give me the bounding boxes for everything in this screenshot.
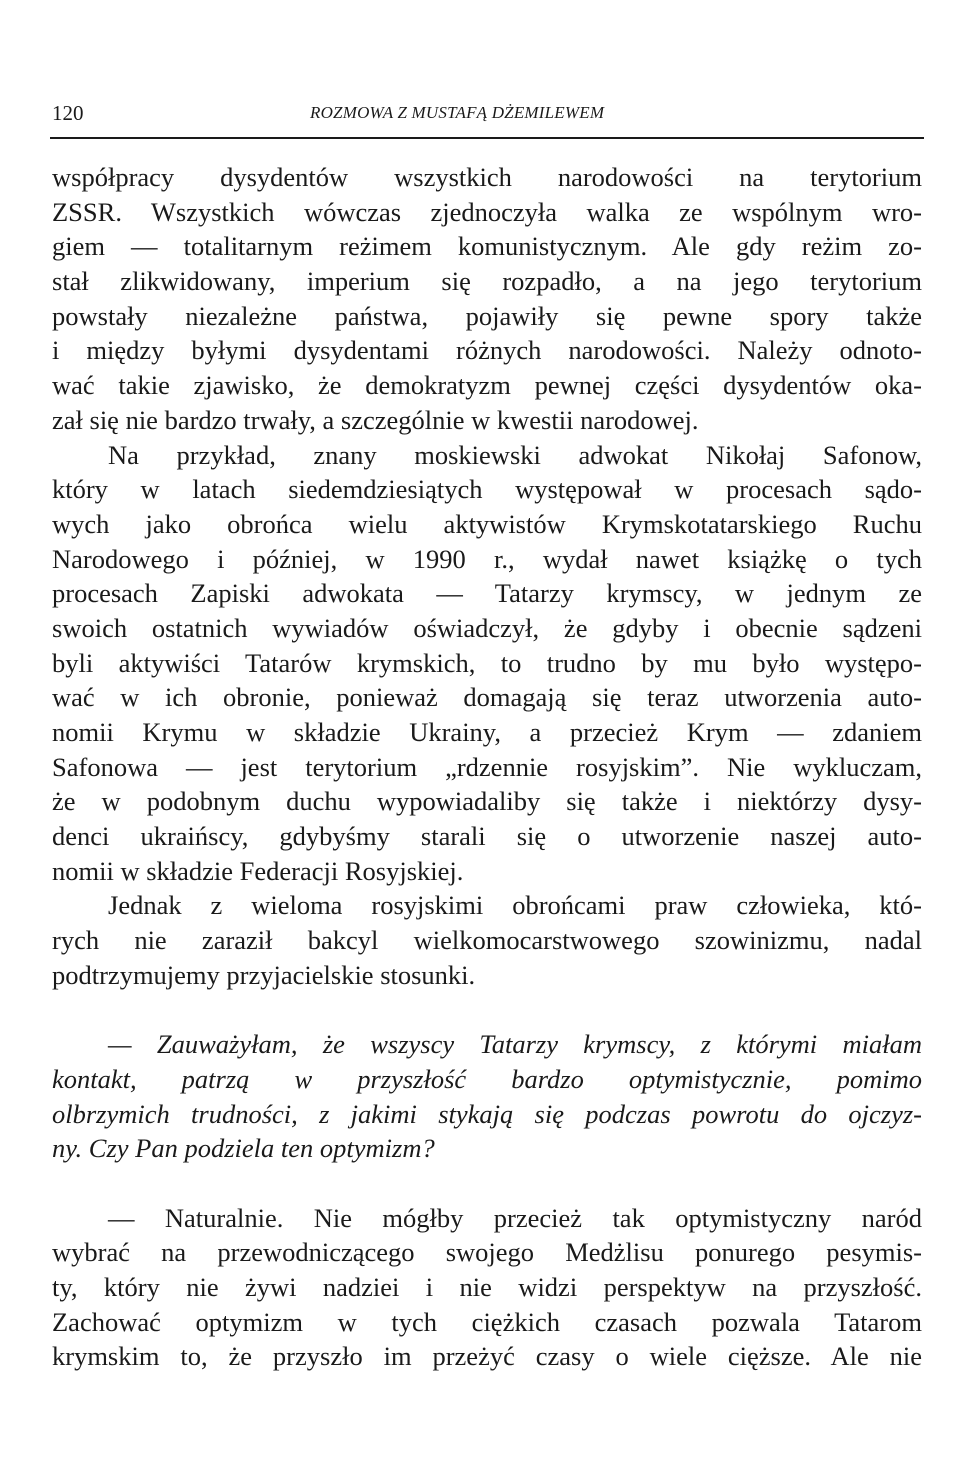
text-line: i między byłymi dysydentami różnych narodowości. Należy odnoto-: [52, 335, 922, 366]
text-line: zał się nie bardzo trwały, a szczególnie w kwestii narodowej.: [52, 404, 699, 435]
page-header: [52, 96, 922, 130]
answer-line: — Naturalnie. Nie mógłby przecież tak optymistyczny naród: [108, 1202, 922, 1233]
text-line: wych jako obrońca wielu aktywistów Krymskotatarskiego Ruchu: [52, 508, 922, 539]
question-line: kontakt, patrzą w przyszłość bardzo optymistycznie, pomimo: [52, 1063, 922, 1094]
text-line: procesach Zapiski adwokata — Tatarzy krymscy, w jednym ze: [52, 578, 922, 609]
text-line: denci ukraińscy, gdybyśmy starali się o utworzenie naszej auto-: [52, 821, 922, 852]
text-line: nomii Krymu w składzie Ukrainy, a przecież Krym — zdaniem: [52, 717, 922, 747]
question-line: olbrzymich trudności, z jakimi stykają się podczas powrotu do ojczyz-: [52, 1098, 922, 1129]
text-line: nomii w składzie Federacji Rosyjskiej.: [52, 855, 464, 886]
text-line: który w latach siedemdziesiątych występował w procesach sądo-: [52, 474, 922, 505]
text-line: współpracy dysydentów wszystkich narodowości na terytorium: [52, 162, 922, 192]
text-line: Narodowego i później, w 1990 r., wydał nawet książkę o tych: [52, 543, 922, 574]
text-line: ZSSR. Wszystkich wówczas zjednoczyła walka ze wspólnym wro-: [52, 196, 922, 227]
text-line: wać takie zjawisko, że demokratyzm pewnej części dysydentów oka-: [52, 370, 922, 401]
text-line: że w podobnym duchu wypowiadaliby się także i niektórzy dysy-: [52, 786, 922, 817]
question-line: ny. Czy Pan podziela ten optymizm?: [52, 1133, 435, 1164]
text-line: giem — totalitarnym reżimem komunistycznym. Ale gdy reżim zo-: [52, 231, 922, 262]
answer-line: krymskim to, że przyszło im przeżyć czasy o wiele cięższe. Ale nie: [52, 1341, 922, 1372]
text-line: Safonowa — jest terytorium „rdzennie rosyjskim”. Nie wykluczam,: [52, 751, 922, 782]
header-rule: [50, 137, 924, 139]
answer-line: wybrać na przewodniczącego swojego Medżlisu ponurego pesymis-: [52, 1237, 922, 1268]
text-line: podtrzymujemy przyjacielskie stosunki.: [52, 959, 476, 990]
body-text: [52, 160, 922, 1374]
answer-line: Zachować optymizm w tych ciężkich czasach pozwala Tatarom: [52, 1306, 922, 1337]
text-line: swoich ostatnich wywiadów oświadczył, że gdyby i obecnie sądzeni: [52, 612, 922, 643]
page-number: 120: [52, 101, 84, 125]
question-line: — Zauważyłam, że wszyscy Tatarzy krymscy, z którymi miałam: [108, 1029, 922, 1060]
text-line: Na przykład, znany moskiewski adwokat Nikołaj Safonow,: [108, 439, 922, 470]
text-line: byli aktywiści Tatarów krymskich, to trudno by mu było występo-: [52, 647, 922, 678]
text-line: Jednak z wieloma rosyjskimi obrońcami praw człowieka, któ-: [108, 890, 922, 921]
paragraph-gap: [52, 993, 922, 1028]
text-line: stał zlikwidowany, imperium się rozpadło, a na jego terytorium: [52, 266, 922, 297]
running-head: ROZMOWA Z MUSTAFĄ DŻEMILEWEM: [310, 103, 605, 122]
text-line: rych nie zaraził bakcyl wielkomocarstwowego szowinizmu, nadal: [52, 925, 922, 956]
text-line: wać w ich obronie, ponieważ domagają się teraz utworzenia auto-: [52, 682, 922, 713]
paragraph-gap: [52, 1166, 922, 1201]
answer-line: ty, który nie żywi nadziei i nie widzi perspektyw na przyszłość.: [52, 1272, 922, 1302]
text-line: powstały niezależne państwa, pojawiły się pewne spory także: [52, 300, 922, 331]
